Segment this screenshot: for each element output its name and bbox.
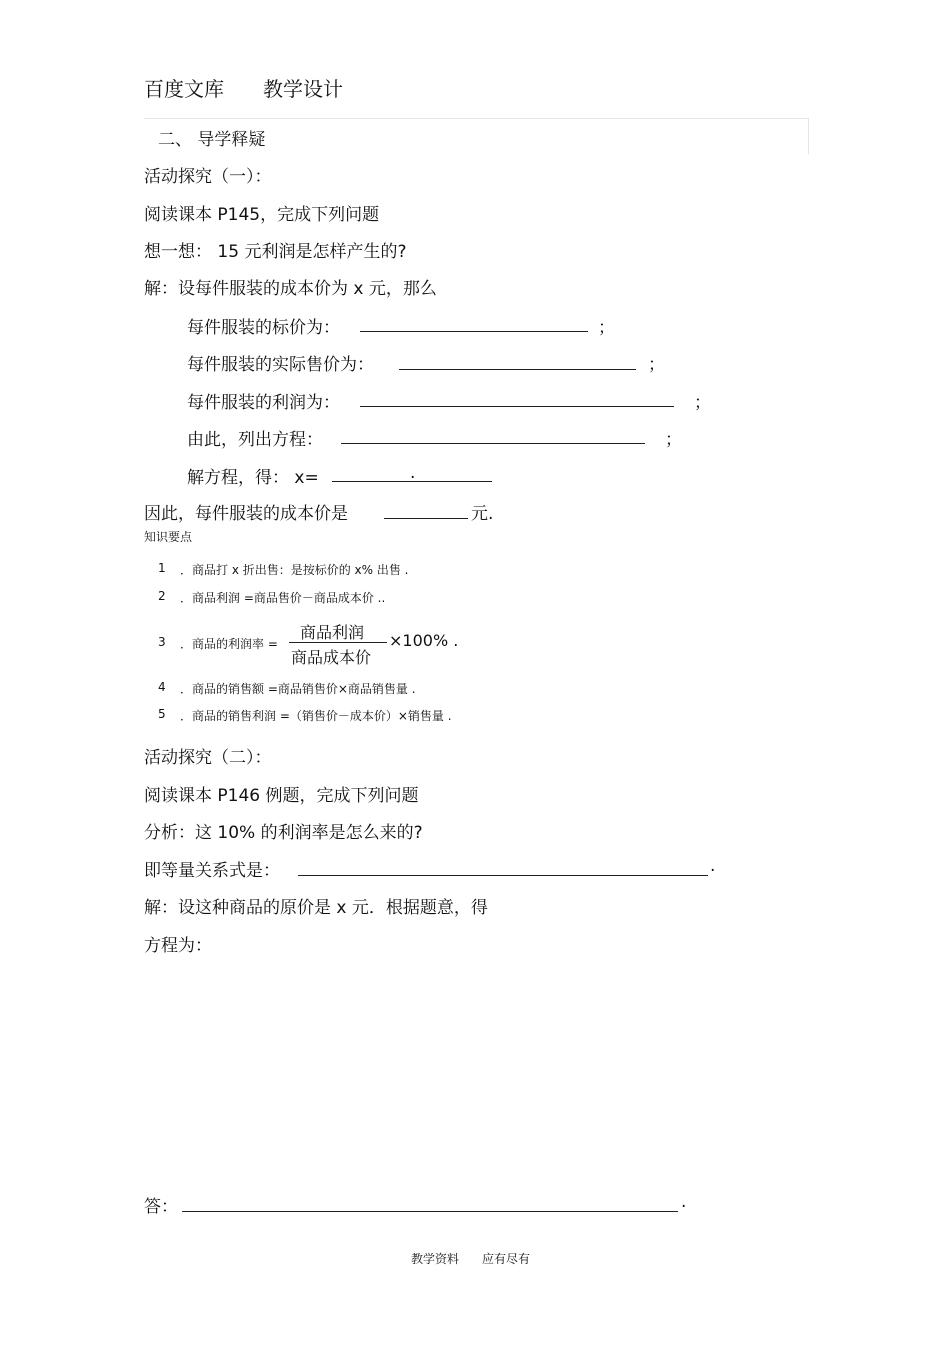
knowledge-num-4: 4 bbox=[158, 680, 166, 694]
fraction-suffix: ×100% . bbox=[389, 631, 459, 650]
conclusion-blank[interactable] bbox=[384, 518, 468, 519]
relation-label: 即等量关系式是： bbox=[144, 861, 280, 881]
fill-blank-actual-price[interactable] bbox=[399, 369, 636, 370]
fill-blank-equation[interactable] bbox=[341, 443, 645, 444]
activity2-read: 阅读课本 P146 例题，完成下列问题 bbox=[144, 786, 419, 806]
footer-right: 应有尽有 bbox=[482, 1252, 531, 1266]
activity2-analysis: 分析：这 10% 的利润率是怎么来的? bbox=[144, 823, 423, 843]
section-box-top bbox=[144, 118, 808, 119]
knowledge-item-1: ．商品打 x 折出售：是按标价的 x% 出售 . bbox=[180, 563, 409, 577]
fill-label-profit: 每件服装的利润为： bbox=[187, 393, 340, 413]
fill-end-profit: ； bbox=[694, 393, 711, 413]
section-box-right bbox=[808, 118, 809, 154]
answer-label: 答： bbox=[144, 1197, 178, 1217]
activity1-read: 阅读课本 P145，完成下列问题 bbox=[144, 205, 380, 225]
answer-blank[interactable] bbox=[182, 1211, 678, 1212]
relation-end: . bbox=[710, 856, 716, 876]
knowledge-item-3: ．商品的利润率 = bbox=[180, 637, 278, 651]
knowledge-num-5: 5 bbox=[158, 707, 166, 721]
fill-label-solve: 解方程，得： x= bbox=[187, 468, 319, 488]
knowledge-item-4: ．商品的销售额 =商品销售价×商品销售量 . bbox=[180, 682, 416, 696]
activity1-solution-intro: 解：设每件服装的成本价为 x 元，那么 bbox=[144, 279, 437, 299]
fill-blank-profit[interactable] bbox=[360, 406, 674, 407]
knowledge-item-2: ．商品利润 =商品售价－商品成本价 .. bbox=[180, 591, 386, 605]
knowledge-item-5: ．商品的销售利润 =（销售价－成本价）×销售量 . bbox=[180, 709, 452, 723]
conclusion-text: 因此，每件服装的成本价是 bbox=[144, 504, 348, 524]
fill-end-mark-price: ； bbox=[598, 318, 615, 338]
activity1-title: 活动探究（一）： bbox=[144, 167, 272, 187]
fraction-denominator: 商品成本价 bbox=[291, 648, 372, 667]
knowledge-num-2: 2 bbox=[158, 589, 166, 603]
fraction-numerator: 商品利润 bbox=[300, 623, 365, 642]
fraction-bar bbox=[289, 642, 387, 643]
answer-end: . bbox=[681, 1192, 687, 1212]
activity2-title: 活动探究（二）： bbox=[144, 748, 272, 768]
fill-end-actual-price: ； bbox=[648, 355, 665, 375]
knowledge-num-3: 3 bbox=[158, 635, 166, 649]
fill-label-actual-price: 每件服装的实际售价为： bbox=[187, 355, 374, 375]
header-subtitle: 教学设计 bbox=[263, 77, 343, 101]
footer-left: 教学资料 bbox=[411, 1252, 460, 1266]
fill-end-equation: ； bbox=[665, 430, 682, 450]
relation-blank[interactable] bbox=[298, 875, 708, 876]
activity1-think: 想一想： 15 元利润是怎样产生的? bbox=[144, 242, 407, 262]
fill-label-mark-price: 每件服装的标价为： bbox=[187, 318, 340, 338]
knowledge-title: 知识要点 bbox=[144, 530, 193, 544]
equation-label: 方程为： bbox=[144, 936, 212, 956]
fill-end-solve: . bbox=[410, 463, 416, 483]
knowledge-num-1: 1 bbox=[158, 561, 166, 575]
section-heading: 二、 导学释疑 bbox=[158, 130, 266, 150]
conclusion-unit: 元. bbox=[471, 504, 494, 524]
activity2-solution-intro: 解：设这种商品的原价是 x 元．根据题意，得 bbox=[144, 898, 488, 918]
fill-blank-mark-price[interactable] bbox=[360, 331, 588, 332]
header-title: 百度文库 bbox=[144, 77, 224, 101]
fill-label-equation: 由此，列出方程： bbox=[187, 430, 323, 450]
